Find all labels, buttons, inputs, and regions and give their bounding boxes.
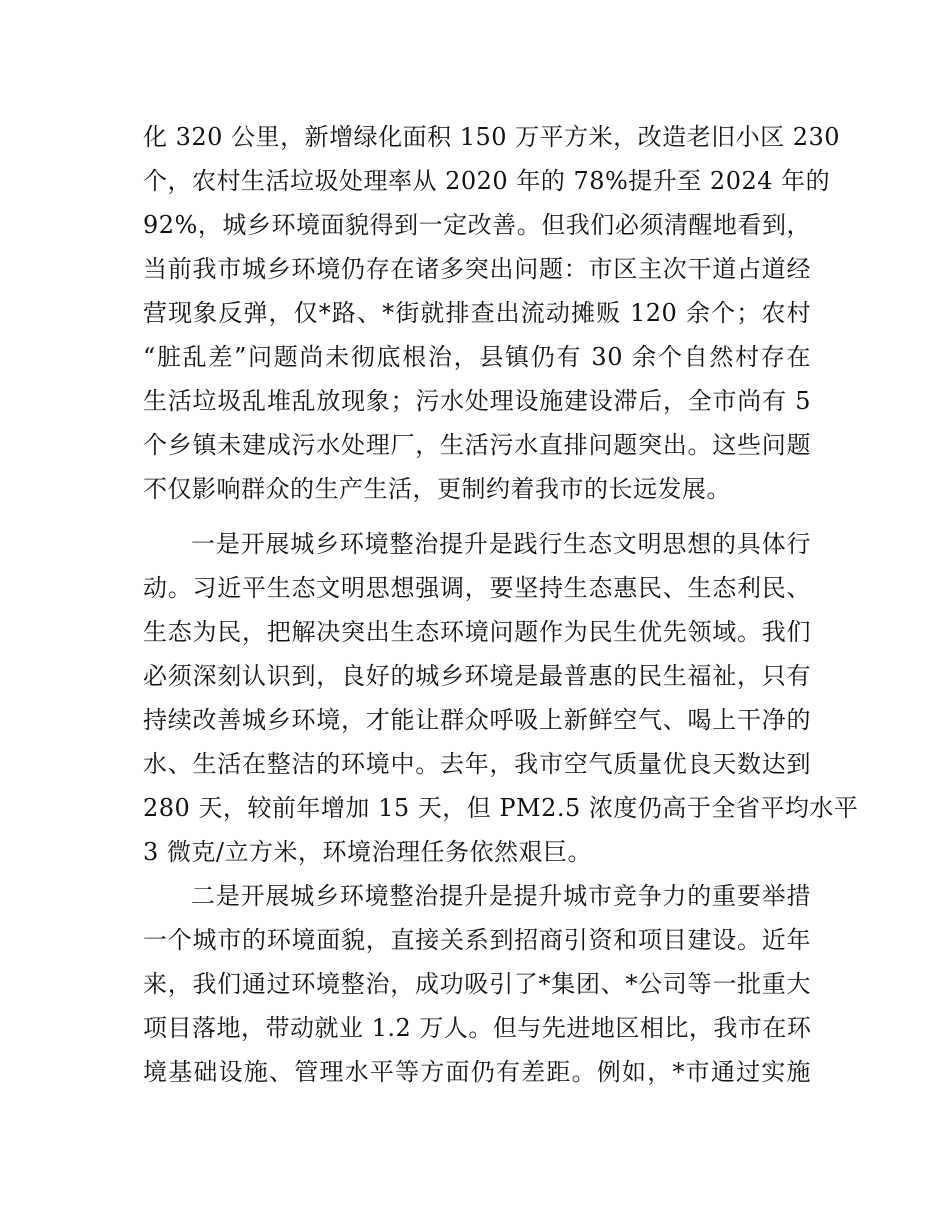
text-line: 生态为民，把解决突出生态环境问题作为民生优先领域。我们 (143, 618, 811, 646)
text-line: “脏乱差”问题尚未彻底根治，县镇仍有 30 余个自然村存在 (143, 343, 811, 371)
text-line: 280 天，较前年增加 15 天，但 PM2.5 浓度仍高于全省平均水平 (143, 794, 859, 822)
text-line: 境基础设施、管理水平等方面仍有差距。例如，*市通过实施 (143, 1058, 811, 1086)
text-line: 当前我市城乡环境仍存在诸多突出问题：市区主次干道占道经 (143, 255, 811, 283)
text-line: 个乡镇未建成污水处理厂，生活污水直排问题突出。这些问题 (143, 431, 811, 459)
text-line: 持续改善城乡环境，才能让群众呼吸上新鲜空气、喝上干净的 (143, 706, 811, 734)
text-line: 化 320 公里，新增绿化面积 150 万平方米，改造老旧小区 230 (143, 123, 841, 151)
text-line: 项目落地，带动就业 1.2 万人。但与先进地区相比，我市在环 (143, 1014, 812, 1042)
text-line: 个，农村生活垃圾处理率从 2020 年的 78%提升至 2024 年的 (143, 167, 831, 195)
text-line: 一个城市的环境面貌，直接关系到招商引资和项目建设。近年 (143, 926, 811, 954)
text-line: 3 微克/立方米，环境治理任务依然艰巨。 (143, 838, 592, 866)
paragraph-first-line: 二是开展城乡环境整治提升是提升城市竞争力的重要举措 (191, 882, 811, 910)
text-line: 营现象反弹，仅*路、*街就排查出流动摊贩 120 余个；农村 (143, 299, 811, 327)
text-line: 生活垃圾乱堆乱放现象；污水处理设施建设滞后，全市尚有 5 (143, 387, 811, 415)
paragraph-first-line: 一是开展城乡环境整治提升是践行生态文明思想的具体行 (191, 530, 811, 558)
text-line: 动。习近平生态文明思想强调，要坚持生态惠民、生态利民、 (143, 574, 811, 602)
text-line: 不仅影响群众的生产生活，更制约着我市的长远发展。 (143, 475, 731, 503)
text-line: 来，我们通过环境整治，成功吸引了*集团、*公司等一批重大 (143, 970, 811, 998)
text-line: 水、生活在整洁的环境中。去年，我市空气质量优良天数达到 (143, 750, 811, 778)
text-line: 92%，城乡环境面貌得到一定改善。但我们必须清醒地看到， (143, 211, 811, 239)
text-line: 必须深刻认识到，良好的城乡环境是最普惠的民生福祉，只有 (143, 662, 811, 690)
